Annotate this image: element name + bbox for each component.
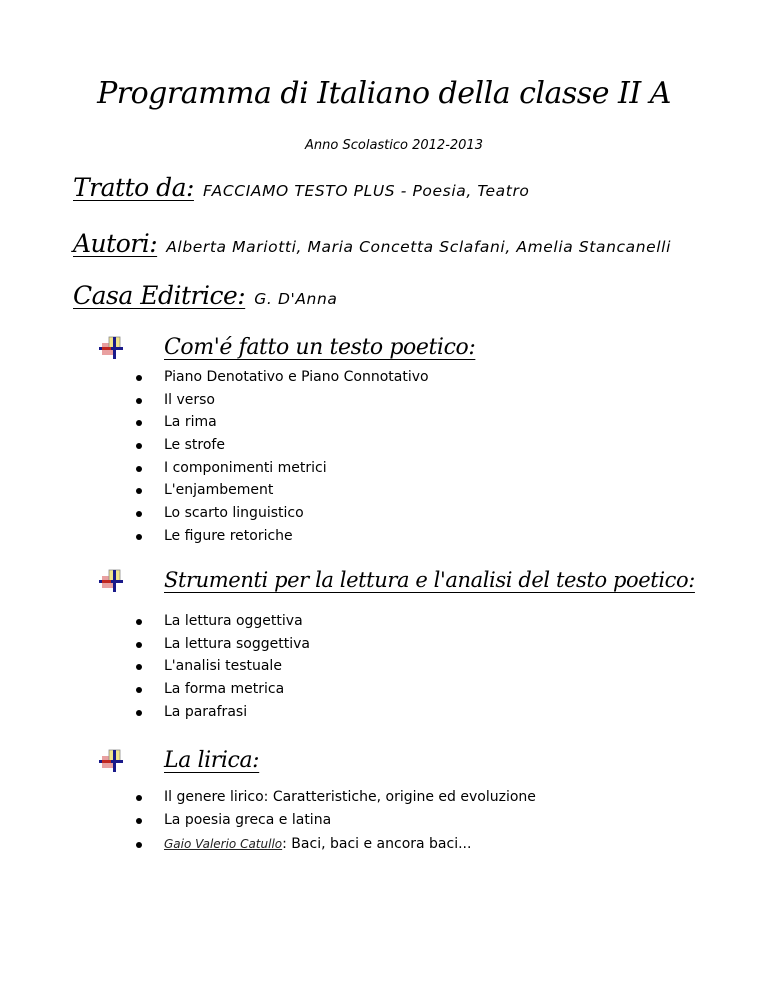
list-item: La forma metrica xyxy=(146,678,310,701)
colored-squares-bullet-icon xyxy=(96,748,126,774)
link-item-text: : Baci, baci e ancora baci... xyxy=(282,836,472,853)
topic-list xyxy=(146,610,310,723)
list-item: La lettura soggettiva xyxy=(146,633,310,656)
meta-tratto-label: Tratto da: xyxy=(73,173,194,202)
list-item: Le strofe xyxy=(146,434,429,457)
list-item: Piano Denotativo e Piano Connotativo xyxy=(146,366,429,389)
section-heading: Com'é fatto un testo poetico: xyxy=(164,335,476,360)
list-item: La poesia greca e latina xyxy=(146,809,536,832)
list-item: La lettura oggettiva xyxy=(146,610,310,633)
topic-list xyxy=(146,366,429,548)
topic-list xyxy=(146,786,536,856)
author-link[interactable]: Gaio Valerio Catullo xyxy=(164,837,283,852)
list-item: Il verso xyxy=(146,389,429,412)
meta-tratto xyxy=(73,173,530,202)
list-item: La rima xyxy=(146,411,429,434)
list-item: La parafrasi xyxy=(146,701,310,724)
colored-squares-bullet-icon xyxy=(96,568,126,594)
meta-autori-label: Autori: xyxy=(73,229,158,258)
meta-autori-value: Alberta Mariotti, Maria Concetta Sclafani, Amelia Stancanelli xyxy=(166,238,671,256)
meta-editrice xyxy=(73,281,338,310)
list-item: L'analisi testuale xyxy=(146,655,310,678)
colored-squares-bullet-icon xyxy=(96,335,126,361)
list-item: Le figure retoriche xyxy=(146,525,429,548)
list-item: L'enjambement xyxy=(146,479,429,502)
section-heading: La lirica: xyxy=(164,748,260,773)
section-heading: Strumenti per la lettura e l'analisi del testo poetico: xyxy=(164,568,695,592)
list-item: Il genere lirico: Caratteristiche, origine ed evoluzione xyxy=(146,786,536,809)
meta-editrice-label: Casa Editrice: xyxy=(73,281,246,310)
meta-autori xyxy=(73,229,671,258)
meta-tratto-value: FACCIAMO TESTO PLUS - Poesia, Teatro xyxy=(203,182,530,200)
list-item: Lo scarto linguistico xyxy=(146,502,429,525)
school-year: Anno Scolastico 2012-2013 xyxy=(305,138,483,153)
list-item: I componimenti metrici xyxy=(146,457,429,480)
meta-editrice-value: G. D'Anna xyxy=(254,290,338,308)
page-title: Programma di Italiano della classe II A xyxy=(97,76,671,111)
list-item xyxy=(146,833,536,856)
